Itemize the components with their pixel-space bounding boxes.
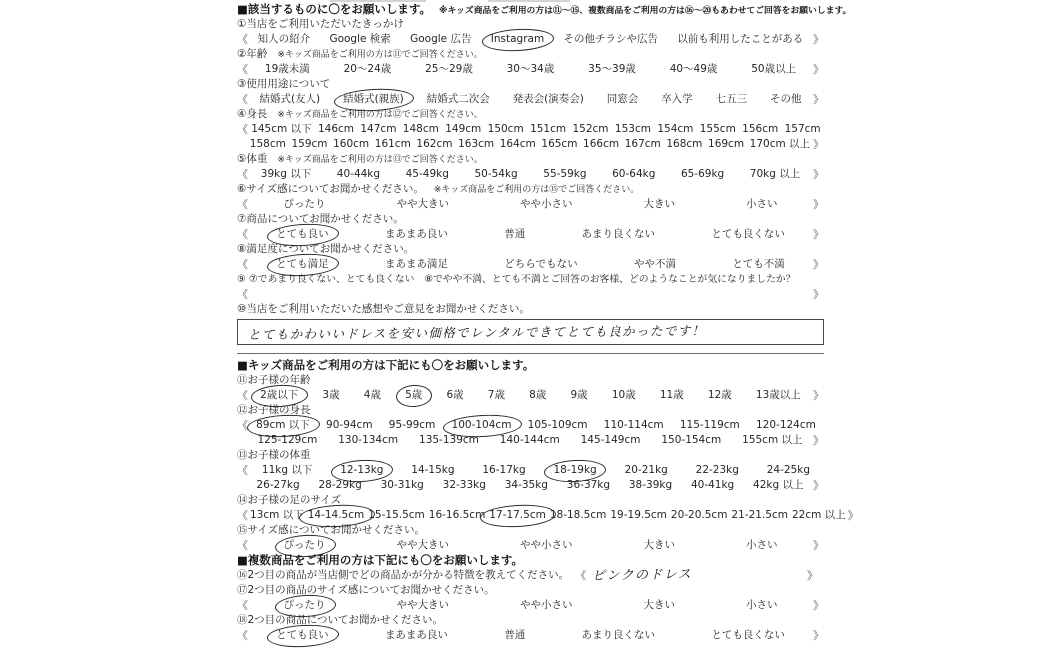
question-note: ※キッズ商品をご利用の方は⑬でご回答ください。 xyxy=(277,155,483,165)
bracket-close: 》 xyxy=(813,198,824,211)
option-circled: とても良い xyxy=(276,629,329,641)
bracket-open: 《 xyxy=(237,464,248,477)
bracket-close: 》 xyxy=(813,168,824,181)
answer-line xyxy=(237,347,824,354)
options-row xyxy=(237,478,824,493)
option: 大きい xyxy=(643,198,675,210)
option: まあまあ満足 xyxy=(384,258,448,270)
option: 42kg 以上 xyxy=(753,479,804,491)
option: 15-15.5cm xyxy=(368,509,425,521)
options-list xyxy=(248,167,813,182)
option: 13歳以上 xyxy=(755,389,801,401)
option: 164cm xyxy=(499,138,536,150)
bracket-open: 《 xyxy=(237,228,248,241)
option: 162cm xyxy=(416,138,453,150)
options-list xyxy=(248,388,813,403)
option: まあまあ良い xyxy=(384,228,448,240)
option: 146cm xyxy=(317,123,354,135)
question-label xyxy=(237,583,824,598)
bracket-close: 》 xyxy=(813,258,824,271)
option: あまり良くない xyxy=(581,228,656,240)
option: 20-21kg xyxy=(624,464,668,476)
option: 卒入学 xyxy=(661,93,693,105)
options-list xyxy=(248,418,824,433)
options-row xyxy=(237,433,824,448)
option: 125-129cm xyxy=(257,434,318,446)
option: Google 広告 xyxy=(410,33,472,45)
option: 21-21.5cm xyxy=(731,509,788,521)
question-with-answer xyxy=(237,568,824,583)
option: 普通 xyxy=(504,228,526,240)
option: 45-49kg xyxy=(405,168,449,180)
option: 結婚式二次会 xyxy=(426,93,490,105)
option: やや不満 xyxy=(634,258,676,270)
question-text: ⑫お子様の身長 xyxy=(237,404,311,416)
bracket-close: 》 xyxy=(813,479,824,492)
option: 19-19.5cm xyxy=(610,509,667,521)
options-row xyxy=(237,227,824,242)
option: あまり良くない xyxy=(581,629,656,641)
question-label xyxy=(237,242,824,257)
options-row xyxy=(237,463,824,478)
question-label xyxy=(237,272,824,287)
option-circled: とても満足 xyxy=(276,258,329,270)
option: 小さい xyxy=(746,599,778,611)
options-row xyxy=(237,628,824,643)
options-list xyxy=(248,92,813,107)
section-header-text: ■複数商品をご利用の方は下記にも〇をお願いします。 xyxy=(237,553,523,567)
option: 135-139cm xyxy=(419,434,479,446)
option: 169cm xyxy=(708,138,745,150)
option: 40-44kg xyxy=(336,168,381,180)
section-header-text: ■キッズ商品をご利用の方は下記にも〇をお願いします。 xyxy=(237,358,535,372)
option: 10歳 xyxy=(611,389,636,401)
option: 65-69kg xyxy=(680,168,725,180)
question-text: ⑩当店をご利用いただいた感想やご意見をお聞かせください。 xyxy=(237,303,530,315)
option-circled: 12-13kg xyxy=(340,464,384,476)
option-circled: Instagram xyxy=(490,33,545,45)
option: 14-15kg xyxy=(411,464,455,476)
option: 120-124cm xyxy=(755,419,816,431)
question-text: ④身長 xyxy=(237,108,268,120)
options-row xyxy=(237,257,824,272)
question-text: ⑨ ⑦であまり良くない、とても良くない ⑧でやや不満、とても不満とご回答のお客様、どのようなことが気になりましたか？ xyxy=(237,274,796,285)
options-row xyxy=(237,197,824,212)
options-list xyxy=(247,478,813,493)
option: 161cm xyxy=(374,138,411,150)
option: 166cm xyxy=(583,138,620,150)
options-row xyxy=(237,287,824,302)
option: とても良くない xyxy=(711,629,785,641)
option: 25〜29歳 xyxy=(425,63,473,75)
comment-box xyxy=(237,319,824,345)
option: 32-33kg xyxy=(442,479,486,491)
option: 167cm xyxy=(624,138,661,150)
option: 39kg 以下 xyxy=(260,168,312,180)
option-circled: ぴったり xyxy=(283,599,326,611)
options-row xyxy=(237,508,859,523)
question-label xyxy=(237,152,824,167)
option: 以前も利用したことがある xyxy=(677,33,804,45)
options-row xyxy=(237,167,824,182)
handwritten-comment: とてもかわいいドレスを安い価格でレンタルできてとても良かったです！ xyxy=(247,323,706,342)
question-label xyxy=(237,77,824,92)
option: 115-119cm xyxy=(679,419,740,431)
question-label xyxy=(237,448,824,463)
options-row xyxy=(237,32,824,47)
option: 147cm xyxy=(360,123,397,135)
options-row xyxy=(237,62,824,77)
bracket-open: 《 xyxy=(237,63,248,76)
option-circled: 18-19kg xyxy=(553,464,597,476)
option: 26-27kg xyxy=(256,479,300,491)
question-label xyxy=(237,523,824,538)
bracket-close: 》 xyxy=(813,33,824,46)
option-circled: ぴったり xyxy=(283,539,326,551)
bracket-close: 》 xyxy=(807,569,818,582)
question-label xyxy=(237,613,824,628)
option: 30〜34歳 xyxy=(506,63,555,75)
options-list xyxy=(248,32,813,47)
option: 36-37kg xyxy=(566,479,611,491)
option: 130-134cm xyxy=(338,434,399,446)
option: 157cm xyxy=(784,123,821,135)
question-note: ※キッズ商品をご利用の方は⑪でご回答ください。 xyxy=(277,50,483,60)
option: やや大きい xyxy=(396,198,449,210)
bracket-open: 《 xyxy=(237,509,248,522)
bracket-close: 》 xyxy=(813,434,824,447)
section-header-text: ■該当するものに〇をお願いします。 xyxy=(237,2,431,16)
option: どちらでもない xyxy=(504,258,578,270)
option: 20-20.5cm xyxy=(670,509,728,521)
option: 8歳 xyxy=(529,389,547,401)
option: 7歳 xyxy=(487,389,505,401)
option: 149cm xyxy=(445,123,482,135)
question-label xyxy=(237,212,824,227)
option: 3歳 xyxy=(322,389,340,401)
option: 結婚式(友人) xyxy=(259,93,321,105)
option-circled: 100-104cm xyxy=(451,419,512,431)
options-list xyxy=(248,227,813,242)
question-label xyxy=(237,107,824,122)
option: 知人の紹介 xyxy=(257,33,311,45)
question-text: ③使用用途について xyxy=(237,78,331,90)
option: 55-59kg xyxy=(543,168,587,180)
question-note: ※キッズ商品をご利用の方は⑫でご回答ください。 xyxy=(277,110,483,120)
bracket-open: 《 xyxy=(237,288,248,301)
options-row xyxy=(237,92,824,107)
option: 16-17kg xyxy=(482,464,526,476)
option-circled: 14-14.5cm xyxy=(307,509,365,521)
option: ぴったり xyxy=(283,198,326,210)
bracket-open: 《 xyxy=(237,258,248,271)
options-row xyxy=(237,137,824,152)
option: 6歳 xyxy=(446,389,464,401)
option: やや小さい xyxy=(520,198,573,210)
option: 40-41kg xyxy=(690,479,735,491)
bracket-close: 》 xyxy=(847,509,859,522)
option: 155cm 以上 xyxy=(742,434,803,446)
option: 12歳 xyxy=(707,389,732,401)
section-header xyxy=(237,553,824,568)
option: 11kg 以下 xyxy=(261,464,313,476)
option: 70kg 以上 xyxy=(749,168,801,180)
bracket-open: 《 xyxy=(237,198,248,211)
option: 165cm xyxy=(541,138,578,150)
survey-sheet xyxy=(237,2,859,643)
options-list xyxy=(248,257,813,272)
option: 148cm xyxy=(402,123,439,135)
option: 9歳 xyxy=(570,389,588,401)
options-list xyxy=(248,62,813,77)
option: 160cm xyxy=(333,138,370,150)
option-circled: 89cm 以下 xyxy=(256,419,310,431)
option: やや小さい xyxy=(520,599,573,611)
question-label xyxy=(237,403,824,418)
options-row xyxy=(237,418,824,433)
option: 28-29kg xyxy=(318,479,362,491)
bracket-open: 《 xyxy=(237,539,248,552)
option: とても良くない xyxy=(711,228,785,240)
options-list xyxy=(247,137,813,152)
question-label xyxy=(237,302,824,317)
bracket-open: 《 xyxy=(237,629,248,642)
option-circled: 2歳以下 xyxy=(260,389,299,401)
option: 150-154cm xyxy=(661,434,722,446)
question-text: ⑮サイズ感についてお聞かせください。 xyxy=(237,524,425,536)
options-list xyxy=(248,598,813,613)
option: 19歳未満 xyxy=(264,63,310,75)
question-text: ⑧満足度についてお聞かせください。 xyxy=(237,243,415,255)
question-label xyxy=(237,373,824,388)
options-list xyxy=(248,508,848,523)
option: 150cm xyxy=(487,123,524,135)
option: 同窓会 xyxy=(606,93,639,105)
option: 11歳 xyxy=(659,389,684,401)
option: 158cm xyxy=(249,138,286,150)
option: 24-25kg xyxy=(766,464,811,476)
bracket-open: 《 xyxy=(575,569,587,582)
option: 152cm xyxy=(572,123,609,135)
option: その他チラシや広告 xyxy=(563,33,658,45)
option: やや小さい xyxy=(520,539,573,551)
section-header-note: ※キッズ商品をご利用の方は⑪〜⑮、複数商品をご利用の方は⑯〜⑳もあわせてご回答をお願いします。 xyxy=(438,6,852,16)
option: やや大きい xyxy=(396,599,449,611)
bracket-open: 《 xyxy=(237,599,248,612)
question-text: ⑪お子様の年齢 xyxy=(237,374,311,386)
option: 50歳以上 xyxy=(751,63,797,75)
options-list xyxy=(248,197,813,212)
option: 168cm xyxy=(666,138,703,150)
option: 151cm xyxy=(530,123,567,135)
option: 159cm xyxy=(291,138,328,150)
option: 小さい xyxy=(746,198,778,210)
question-text: ⑯2つ目の商品が当店側でどの商品かが分かる特徴を教えてください。 xyxy=(237,569,570,581)
option: 大きい xyxy=(643,539,675,551)
option: 155cm xyxy=(699,123,736,135)
option: 34-35kg xyxy=(504,479,548,491)
bracket-close: 》 xyxy=(813,228,824,241)
question-text: ⑭お子様の足のサイズ xyxy=(237,494,342,506)
option: 七五三 xyxy=(715,93,748,105)
options-list xyxy=(247,433,813,448)
option-circled: とても良い xyxy=(276,228,329,240)
question-label xyxy=(237,493,824,508)
option-circled: 結婚式(親族) xyxy=(343,93,404,105)
options-row xyxy=(237,598,824,613)
question-text: ⑰2つ目の商品のサイズ感についてお聞かせください。 xyxy=(237,584,495,596)
option-circled: 17-17.5cm xyxy=(489,509,546,521)
options-list xyxy=(248,628,813,643)
option: 22cm 以上 xyxy=(791,509,846,521)
question-text: ①当店をご利用いただいたきっかけ xyxy=(237,18,404,30)
option-circled: 5歳 xyxy=(405,389,423,401)
bracket-open: 《 xyxy=(237,168,248,181)
option: 発表会(演奏会) xyxy=(512,93,584,105)
question-text: ⑱2つ目の商品についてお聞かせください。 xyxy=(237,614,443,626)
option: 153cm xyxy=(614,123,651,135)
option: 60-64kg xyxy=(612,168,656,180)
question-text: ⑬お子様の体重 xyxy=(237,449,311,461)
bracket-close: 》 xyxy=(813,389,824,402)
option: 90-94cm xyxy=(326,419,373,431)
question-label xyxy=(237,47,824,62)
bracket-close: 》 xyxy=(813,288,824,301)
option: 105-109cm xyxy=(527,419,588,431)
option: 145cm 以下 xyxy=(251,123,312,135)
options-list xyxy=(248,538,813,553)
option: 16-16.5cm xyxy=(428,509,486,521)
question-text: ⑥サイズ感についてお聞かせください。 xyxy=(237,183,424,195)
bracket-close: 》 xyxy=(813,599,824,612)
options-row xyxy=(237,388,824,403)
option: 13cm 以下 xyxy=(250,509,304,521)
question-text: ⑤体重 xyxy=(237,153,268,165)
option: 163cm xyxy=(458,138,495,150)
bracket-close: 》 xyxy=(813,63,824,76)
option: 110-114cm xyxy=(603,419,664,431)
options-row xyxy=(237,122,824,137)
option: 95-99cm xyxy=(388,419,436,431)
option: 22-23kg xyxy=(695,464,739,476)
option: 30-31kg xyxy=(380,479,424,491)
option: 156cm xyxy=(742,123,779,135)
option: 140-144cm xyxy=(499,434,560,446)
bracket-close: 》 xyxy=(813,629,824,642)
question-label xyxy=(237,17,824,32)
option: 普通 xyxy=(504,629,526,641)
option: 4歳 xyxy=(363,389,381,401)
options-list xyxy=(248,463,824,478)
question-note: ※キッズ商品をご利用の方は⑮でご回答ください。 xyxy=(433,185,640,195)
option: その他 xyxy=(770,93,802,105)
question-label xyxy=(237,182,824,197)
options-row xyxy=(237,538,824,553)
option: Google 検索 xyxy=(329,33,391,45)
option: とても不満 xyxy=(732,258,785,270)
bracket-open: 《 xyxy=(237,93,248,106)
option: 170cm 以上 xyxy=(749,138,811,150)
option: まあまあ良い xyxy=(384,629,448,641)
option: 50-54kg xyxy=(474,168,518,180)
bracket-close: 》 xyxy=(813,138,824,151)
question-text: ②年齢 xyxy=(237,48,268,60)
option: 20〜24歳 xyxy=(343,63,392,75)
bracket-close: 》 xyxy=(813,539,824,552)
option: 38-39kg xyxy=(628,479,673,491)
options-list xyxy=(248,122,824,137)
option: 大きい xyxy=(643,599,675,611)
option: 40〜49歳 xyxy=(669,63,718,75)
option: やや大きい xyxy=(396,539,449,551)
bracket-close: 》 xyxy=(813,93,824,106)
bracket-open: 《 xyxy=(237,33,248,46)
section-header xyxy=(237,2,852,17)
section-header xyxy=(237,358,824,373)
handwritten-answer: ピンクのドレス xyxy=(592,567,693,584)
bracket-open: 《 xyxy=(237,389,248,402)
option: 145-149cm xyxy=(580,434,641,446)
question-text: ⑦商品についてお聞かせください。 xyxy=(237,213,404,225)
bracket-open: 《 xyxy=(237,419,248,432)
option: 35〜39歳 xyxy=(588,63,636,75)
bracket-open: 《 xyxy=(237,123,248,136)
option: 18-18.5cm xyxy=(549,509,607,521)
option: 154cm xyxy=(657,123,694,135)
option: 小さい xyxy=(746,539,778,551)
